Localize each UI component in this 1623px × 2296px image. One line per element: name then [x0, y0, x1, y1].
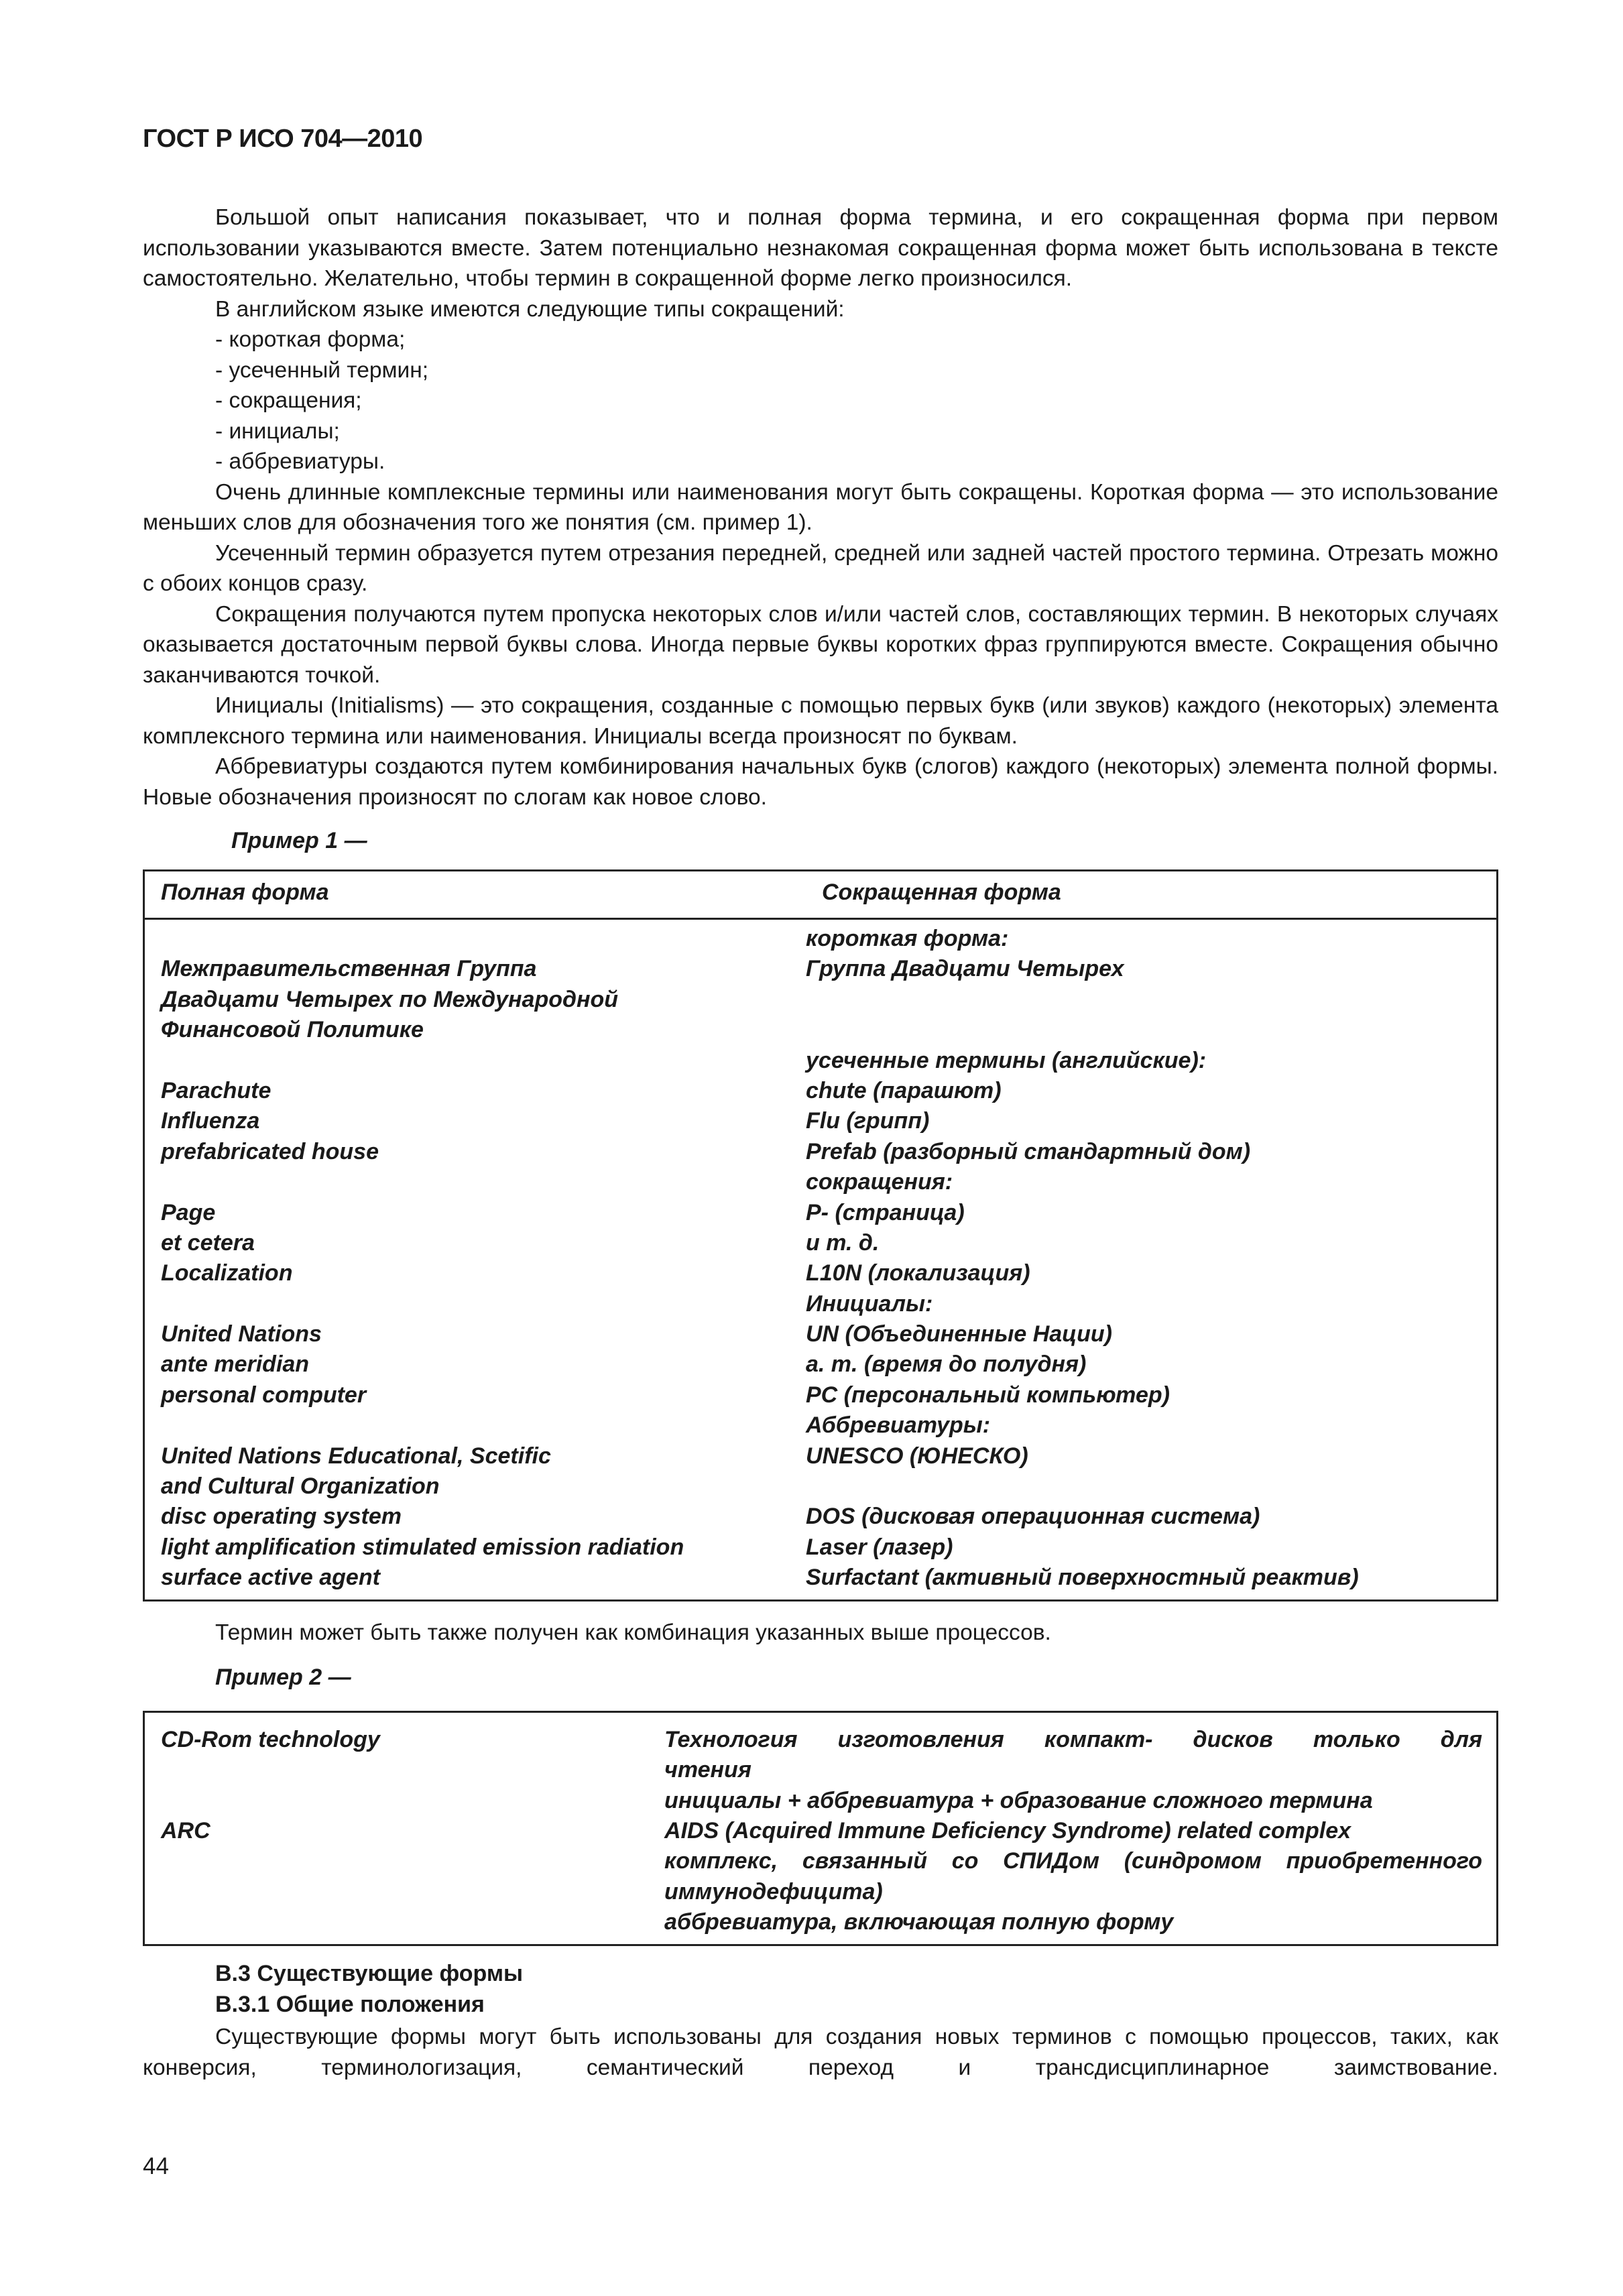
column-header-short-form: Сокращенная форма — [822, 880, 1061, 905]
full-form-cell: personal computer — [161, 1382, 367, 1408]
table-row — [145, 1198, 1496, 1228]
intro-text — [143, 202, 1498, 812]
short-form-cell: Flu (грипп) — [806, 1108, 930, 1134]
section-text — [143, 2022, 1498, 2083]
table-row — [145, 1137, 1496, 1167]
short-form-cell: Prefab (разборный стандартный дом) — [806, 1138, 1251, 1164]
full-form-cell: United Nations — [161, 1321, 322, 1347]
short-form-cell: усеченные термины (английские): — [806, 1047, 1207, 1073]
document-header: ГОСТ Р ИСО 704—2010 — [143, 125, 423, 153]
short-form-cell: и т. д. — [806, 1229, 880, 1256]
table-row — [145, 1258, 1496, 1288]
paragraph: В английском языке имеются следующие типы сокращений: — [215, 296, 845, 322]
full-form-cell: ante meridian — [161, 1351, 310, 1378]
example-1-table — [143, 869, 1498, 1602]
paragraph: Усеченный термин образуется путем отрезания передней, средней или задней частей простого термина. Отрезать можно с обоих концов сразу. — [143, 540, 1498, 596]
short-form-cell: P- (страница) — [806, 1199, 965, 1225]
list-item: - сокращения; — [215, 388, 362, 413]
short-form-cell: L10N (локализация) — [806, 1260, 1030, 1286]
description-line: иммунодефицита) — [664, 1878, 883, 1905]
table-body — [145, 924, 1496, 1593]
table-row — [145, 1228, 1496, 1258]
list-item: - короткая форма; — [215, 327, 406, 352]
list-item: - инициалы; — [215, 418, 340, 444]
description-cell — [664, 1725, 1482, 1816]
full-form-cell: Двадцати Четырех по Международной — [161, 986, 619, 1012]
description-cell — [664, 1816, 1482, 1938]
table-row — [145, 954, 1496, 984]
table-row — [145, 1441, 1496, 1471]
short-form-cell: UNESCO (ЮНЕСКО) — [806, 1443, 1028, 1469]
full-form-cell: and Cultural Organization — [161, 1473, 440, 1500]
list-item: - аббревиатуры. — [215, 449, 385, 474]
subsection-heading: B.3.1 Общие положения — [215, 1992, 485, 2017]
paragraph: Термин может быть также получен как комбинация указанных выше процессов. — [215, 1620, 1051, 1645]
column-header-full-form: Полная форма — [161, 880, 329, 905]
short-form-cell: Инициалы: — [806, 1290, 933, 1317]
table-row — [145, 1046, 1496, 1076]
full-form-cell: Межправительственная Группа — [161, 956, 537, 982]
description-line: AIDS (Acquired Immune Deficiency Syndrome) related complex — [664, 1818, 1351, 1844]
short-form-cell: Surfactant (активный поверхностный реактив) — [806, 1565, 1359, 1591]
full-form-cell: United Nations Educational, Scetific — [161, 1443, 551, 1469]
short-form-cell: UN (Объединенные Нации) — [806, 1321, 1112, 1347]
paragraph: Очень длинные комплексные термины или наименования могут быть сокращены. Короткая форма — это использование меньших слов для обозначения того же понятия (см. пример 1). — [143, 479, 1498, 535]
table-row — [145, 1289, 1496, 1319]
table-row — [145, 1380, 1496, 1410]
table-row — [145, 1563, 1496, 1593]
table-row — [145, 1106, 1496, 1136]
page-number: 44 — [143, 2153, 169, 2179]
paragraph: Сокращения получаются путем пропуска некоторых слов и/или частей слов, составляющих термин. В некоторых случаях оказывается достаточным первой буквы слова. Иногда первые буквы коротких фраз группируются вместе. Сокращения обычно заканчиваются точкой. — [143, 601, 1498, 688]
full-form-cell: light amplification stimulated emission radiation — [161, 1534, 684, 1560]
short-form-cell: DOS (дисковая операционная система) — [806, 1504, 1260, 1530]
abbreviation-types-list — [143, 324, 1498, 477]
full-form-cell: surface active agent — [161, 1565, 380, 1591]
short-form-cell: Laser (лазер) — [806, 1534, 953, 1560]
table-row — [145, 1532, 1496, 1563]
description-line: комплекс, связанный со СПИДом (синдромом приобретенного — [664, 1848, 1482, 1874]
term-cell: CD-Rom technology — [161, 1727, 380, 1752]
example-2-label: Пример 2 — — [215, 1665, 351, 1690]
example-2-table — [143, 1711, 1498, 1946]
list-item: - усеченный термин; — [215, 357, 429, 383]
table-row — [145, 985, 1496, 1015]
term-cell: ARC — [161, 1818, 211, 1844]
table-row — [145, 1471, 1496, 1502]
description-line: аббревиатура, включающая полную форму — [664, 1909, 1174, 1935]
short-form-cell: короткая форма: — [806, 926, 1009, 951]
full-form-cell: Финансовой Политике — [161, 1017, 424, 1043]
table-row — [145, 1410, 1496, 1441]
full-form-cell: et cetera — [161, 1229, 255, 1256]
table-row — [145, 1502, 1496, 1532]
paragraph: Аббревиатуры создаются путем комбинирования начальных букв (слогов) каждого (некоторых) элемента полной формы. Новые обозначения произносят по слогам как новое слово. — [143, 754, 1498, 810]
paragraph: Инициалы (Initialisms) — это сокращения, созданные с помощью первых букв (или звуков) каждого (некоторых) элемента комплексного термина или наименования. Инициалы всегда произносят по буквам. — [143, 693, 1498, 749]
full-form-cell: disc operating system — [161, 1504, 402, 1530]
table-row — [145, 1076, 1496, 1106]
table-header — [145, 871, 1496, 920]
description-line: инициалы + аббревиатура + образование сложного термина — [664, 1787, 1373, 1813]
paragraph: Существующие формы могут быть использованы для создания новых терминов с помощью процессов, таких, как конверсия, терминологизация, семантический переход и трансдисциплинарное заимствование. — [143, 2025, 1498, 2080]
full-form-cell: Influenza — [161, 1108, 260, 1134]
table-row — [145, 1319, 1496, 1349]
full-form-cell: Localization — [161, 1260, 293, 1286]
description-line: Технология изготовления компакт- дисков только для — [664, 1727, 1482, 1752]
paragraph: Большой опыт написания показывает, что и полная форма термина, и его сокращенная форма при первом использовании указываются вместе. Затем потенциально незнакомая сокращенная форма может быть использована в тексте самостоятельно. Желательно, чтобы термин в сокращенной форме легко произносился. — [143, 205, 1498, 291]
short-form-cell: a. m. (время до полудня) — [806, 1351, 1087, 1378]
full-form-cell: prefabricated house — [161, 1138, 379, 1164]
description-line: чтения — [664, 1757, 752, 1783]
table-row — [145, 924, 1496, 954]
short-form-cell: chute (парашют) — [806, 1077, 1002, 1103]
full-form-cell: Page — [161, 1199, 216, 1225]
short-form-cell: Группа Двадцати Четырех — [806, 956, 1124, 982]
short-form-cell: PC (персональный компьютер) — [806, 1382, 1170, 1408]
table-row — [145, 1349, 1496, 1380]
short-form-cell: Аббревиатуры: — [806, 1412, 991, 1439]
table-row — [145, 1015, 1496, 1045]
full-form-cell: Parachute — [161, 1077, 272, 1103]
section-heading: B.3 Существующие формы — [215, 1961, 524, 1986]
short-form-cell: сокращения: — [806, 1169, 953, 1195]
example-1-label: Пример 1 — — [231, 828, 367, 853]
table-row — [145, 1167, 1496, 1197]
middle-text — [143, 1618, 1498, 1648]
